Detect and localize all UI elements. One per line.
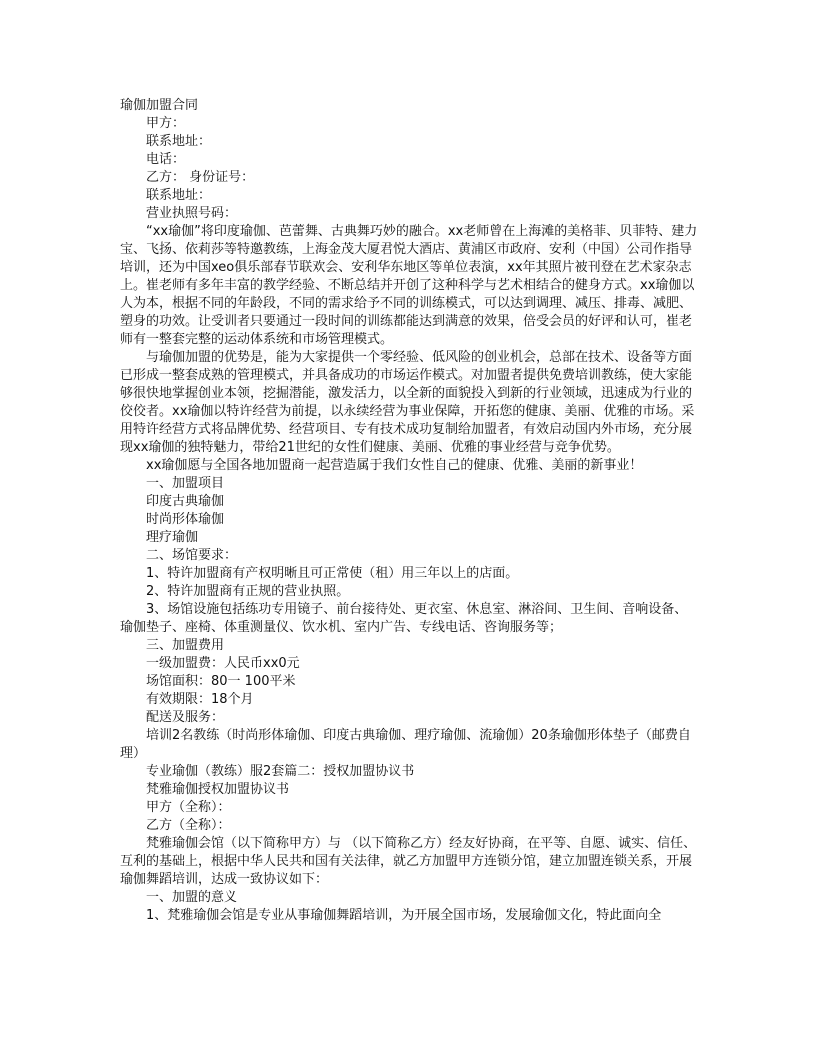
- phone-line: 电话：: [146, 152, 186, 167]
- fee-line-5: 培训2名教练（时尚形体瑜伽、印度古典瑜伽、理疗瑜伽、流瑜伽）20条瑜伽形体垫子（邮费自理）: [120, 728, 691, 761]
- fee-line-3: 有效期限：18个月: [146, 692, 254, 707]
- agreement-subtitle: 梵雅瑜伽授权加盟协议书: [146, 782, 290, 797]
- requirement-3: 3、场馆设施包括练功专用镜子、前台接待处、更衣室、休息室、淋浴间、卫生间、音响设备、瑜伽垫子、座椅、体重测量仪、饮水机、室内广告、专线电话、咨询服务等；: [120, 602, 688, 635]
- intro-paragraph-2: 与瑜伽加盟的优势是，能为大家提供一个零经验、低风险的创业机会，总部在技术、设备等方面已形成一整套成熟的管理模式，并具备成功的市场运作模式。对加盟者提供免费培训教练，使大家能够很快地掌握创业本领，挖掘潜能，激发活力，以全新的面貌投入到新的行业领域，迅速成为行业的佼佼者。xx瑜伽以特许经营为前提，以永续经营为事业保障，开拓您的健康、美丽、优雅的市场。采用特许经营方式将品牌优势、经营项目、专有技术成功复制给加盟者，有效启动国内外市场，充分展现xx瑜伽的独特魅力，带给21世纪的女性们健康、美丽、优雅的事业经营与竞争优势。: [120, 350, 695, 455]
- requirement-1: 1、特许加盟商有产权明晰且可正常使（租）用三年以上的店面。: [146, 566, 519, 581]
- agreement-intro-paragraph: 梵雅瑜伽会馆（以下简称甲方）与 （以下简称乙方）经友好协商，在平等、自愿、诚实、信任、互利的基础上，根据中华人民共和国有关法律，就乙方加盟甲方连锁分馆，建立加盟连锁关系，开展瑜伽舞蹈培训，达成一致协议如下：: [120, 836, 697, 887]
- project-item-1: 印度古典瑜伽: [146, 494, 225, 509]
- party-b-full-line: 乙方（全称）：: [146, 818, 231, 833]
- intro-paragraph-1: “xx瑜伽”将印度瑜伽、芭蕾舞、古典舞巧妙的融合。xx老师曾在上海滩的美格菲、贝菲特、建力宝、飞扬、依莉莎等特邀教练，上海金茂大厦君悦大酒店、黄浦区市政府、安利（中国）公司作指导培训，还为中国xeo俱乐部春节联欢会、安利华东地区等单位表演，xx年其照片被刊登在艺术家杂志上。崔老师有多年丰富的教学经验、不断总结并开创了这种科学与艺术相结合的健身方式。xx瑜伽以人为本，根据不同的年龄段，不同的需求给予不同的训练模式，可以达到调理、减压、排毒、减肥、塑身的功效。让受训者只要通过一段时间的训练都能达到满意的效果，倍受会员的好评和认可，崔老师有一整套完整的运动体系统和市场管理模式。: [120, 224, 698, 347]
- contact-address-a-line: 联系地址：: [146, 134, 212, 149]
- fee-line-6: 专业瑜伽（教练）服2套篇二：授权加盟协议书: [146, 764, 415, 779]
- document-title: 瑜伽加盟合同: [120, 98, 199, 113]
- project-item-2: 时尚形体瑜伽: [146, 512, 225, 527]
- section-heading-1: 一、加盟项目: [146, 476, 225, 491]
- agreement-section-heading-1: 一、加盟的意义: [146, 890, 238, 905]
- contact-address-b-line: 联系地址：: [146, 188, 212, 203]
- section-heading-3: 三、加盟费用: [146, 638, 225, 653]
- fee-line-4: 配送及服务：: [146, 710, 225, 725]
- fee-line-2: 场馆面积：80一 100平米: [146, 674, 296, 689]
- intro-paragraph-3: xx瑜伽愿与全国各地加盟商一起营造属于我们女性自己的健康、优雅、美丽的新事业！: [146, 458, 643, 473]
- requirement-2: 2、特许加盟商有正规的营业执照。: [146, 584, 350, 599]
- party-b-line: 乙方： 身份证号：: [146, 170, 255, 185]
- section-heading-2: 二、场馆要求：: [146, 548, 238, 563]
- project-item-3: 理疗瑜伽: [146, 530, 199, 545]
- document-page: [120, 97, 698, 925]
- fee-line-1: 一级加盟费：人民币xx0元: [146, 656, 300, 671]
- business-license-line: 营业执照号码：: [146, 206, 238, 221]
- agreement-item-1: 1、梵雅瑜伽会馆是专业从事瑜伽舞蹈培训，为开展全国市场，发展瑜伽文化，特此面向全: [146, 908, 662, 923]
- party-a-full-line: 甲方（全称）：: [146, 800, 231, 815]
- party-a-line: 甲方：: [146, 116, 186, 131]
